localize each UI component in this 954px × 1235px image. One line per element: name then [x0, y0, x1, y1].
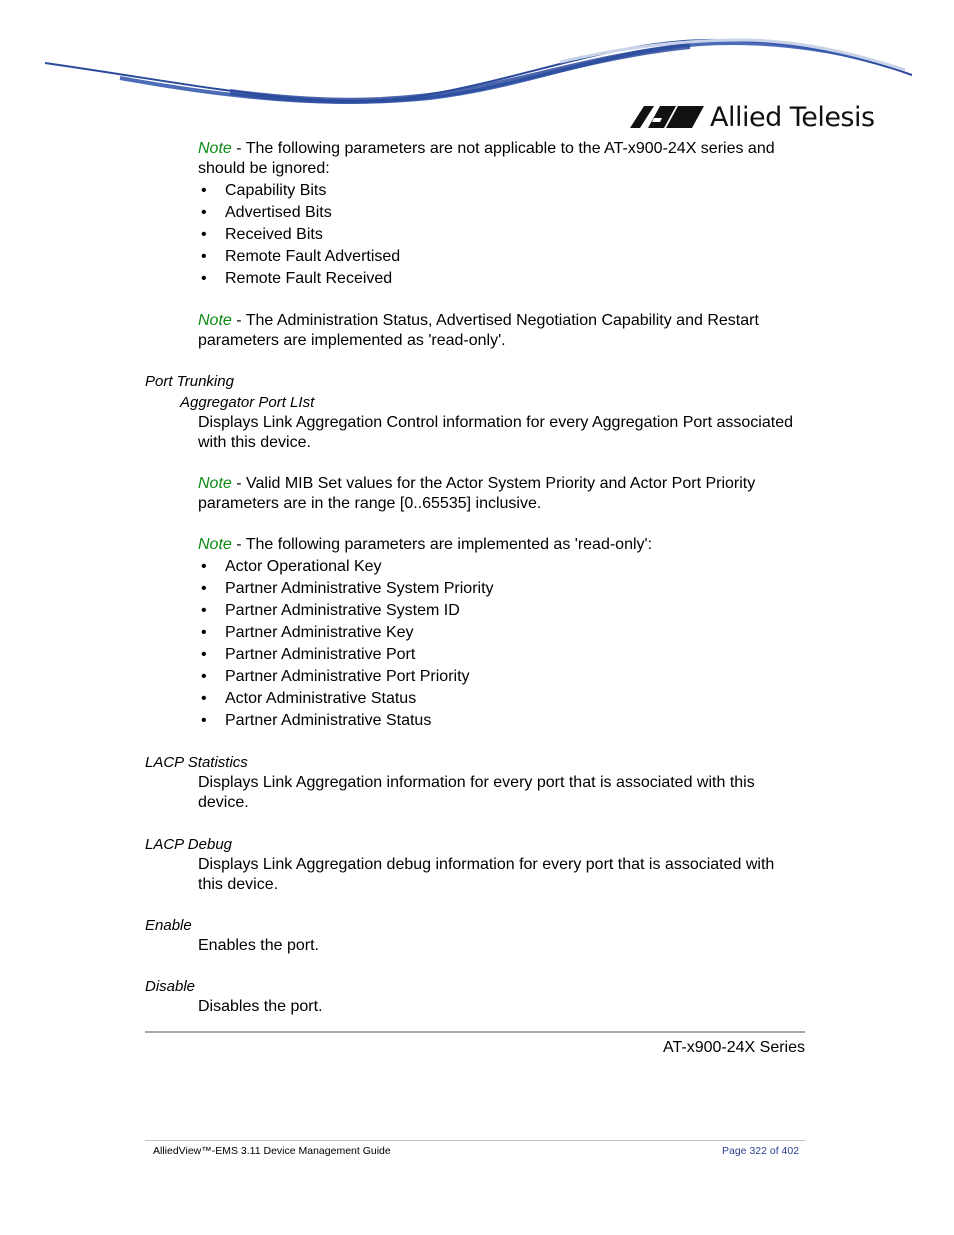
note-text: - The following parameters are implemented as 'read-only': — [231, 536, 653, 553]
enable-description: Enables the port. — [198, 937, 319, 954]
section-divider — [145, 1031, 805, 1033]
note-text: - The following parameters are not applicable to the AT-x900-24X series and should be ignored: — [198, 140, 775, 177]
list-item: • Partner Administrative Key — [198, 622, 494, 644]
note-label: Note — [198, 475, 232, 492]
note-label: Note — [198, 312, 232, 329]
section-heading-enable: Enable — [145, 917, 192, 934]
note-label: Note — [198, 536, 232, 553]
read-only-parameters-list — [198, 556, 494, 732]
list-item: • Partner Administrative Port — [198, 644, 494, 666]
section-heading-port-trunking: Port Trunking — [145, 373, 234, 390]
note-not-applicable — [198, 139, 798, 179]
note-label: Note — [198, 140, 232, 157]
footer-page-number: Page 322 of 402 — [722, 1145, 800, 1157]
list-item: • Advertised Bits — [198, 202, 400, 224]
list-item: • Partner Administrative System Priority — [198, 578, 494, 600]
section-heading-lacp-statistics: LACP Statistics — [145, 754, 248, 771]
list-item: • Partner Administrative System ID — [198, 600, 494, 622]
note-text: - The Administration Status, Advertised Negotiation Capability and Restart parameters are implemented as 'read-only'. — [198, 312, 759, 349]
lacp-statistics-description: Displays Link Aggregation information for every port that is associated with this device. — [198, 774, 755, 811]
ignored-parameters-list — [198, 180, 400, 290]
list-item: • Received Bits — [198, 224, 400, 246]
list-item: • Remote Fault Received — [198, 268, 400, 290]
note-text: - Valid MIB Set values for the Actor System Priority and Actor Port Priority parameters are in the range [0..65535] inclusive. — [198, 475, 756, 512]
list-item: • Partner Administrative Port Priority — [198, 666, 494, 688]
subheading-aggregator-port-list: Aggregator Port LIst — [180, 394, 315, 411]
logo-wordmark: Allied Telesis — [710, 101, 875, 133]
list-item: • Capability Bits — [198, 180, 400, 202]
lacp-debug-description: Displays Link Aggregation debug information for every port that is associated with this device. — [198, 856, 775, 893]
allied-telesis-logo — [630, 100, 875, 134]
section-heading-lacp-debug: LACP Debug — [145, 836, 232, 853]
list-item: • Remote Fault Advertised — [198, 246, 400, 268]
list-item: • Partner Administrative Status — [198, 710, 494, 732]
note-read-only-params — [198, 535, 798, 555]
note-read-only-admin — [198, 311, 798, 351]
footer-guide-title: AlliedView™-EMS 3.11 Device Management Guide — [153, 1145, 391, 1157]
footer-divider — [145, 1140, 805, 1141]
aggregator-description: Displays Link Aggregation Control information for every Aggregation Port associated with this device. — [198, 414, 793, 451]
list-item: • Actor Administrative Status — [198, 688, 494, 710]
note-mib-set-values — [198, 474, 798, 514]
logo-mark-icon — [630, 106, 704, 128]
list-item: • Actor Operational Key — [198, 556, 494, 578]
section-heading-disable: Disable — [145, 978, 196, 995]
series-label: AT-x900-24X Series — [663, 1039, 805, 1056]
disable-description: Disables the port. — [198, 998, 323, 1015]
